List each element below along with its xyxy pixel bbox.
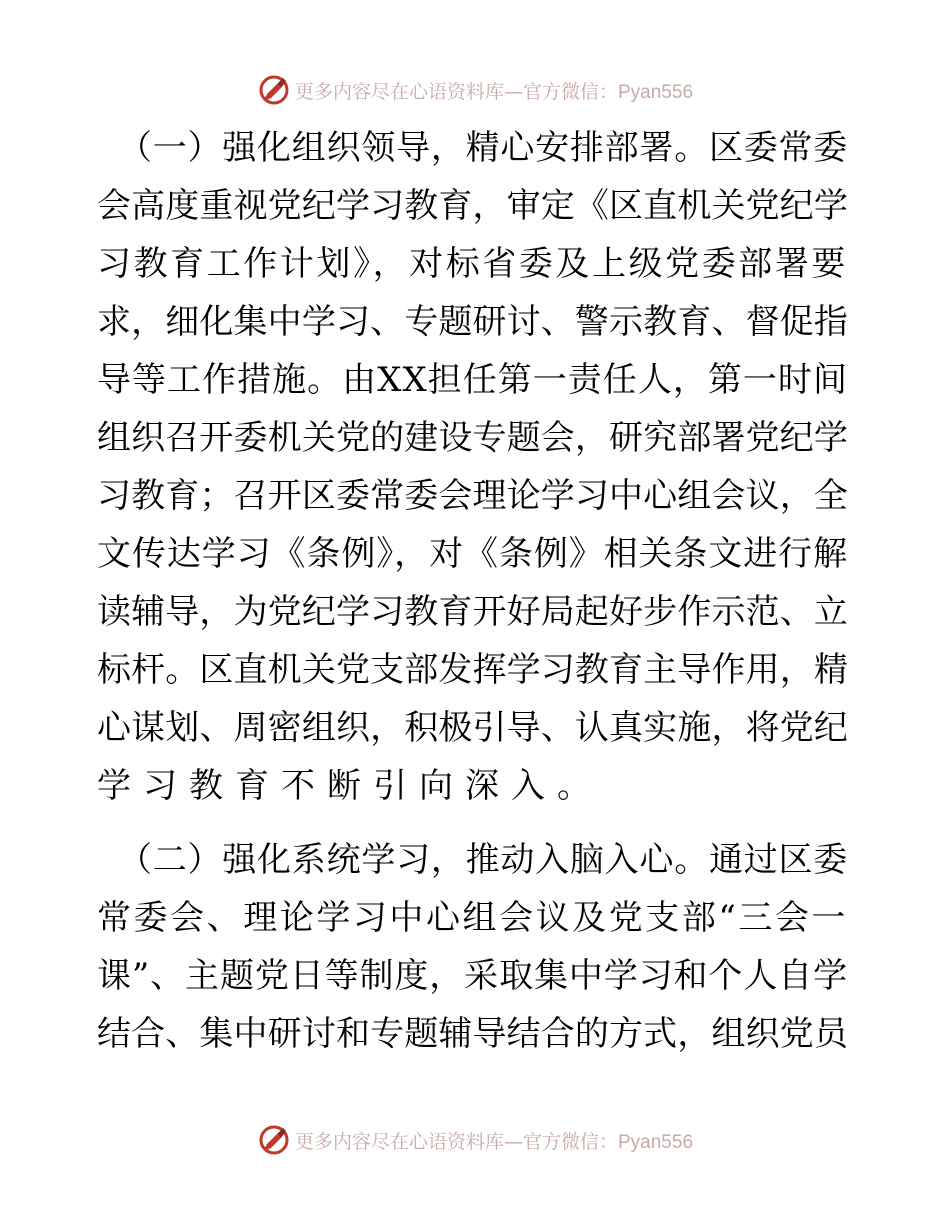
- pen-logo-icon: [257, 1123, 291, 1157]
- footer-banner-text: [295, 1127, 693, 1154]
- paragraph1-line-4: 求，细化集中学习、专题研讨、警示教育、督促指: [97, 302, 848, 342]
- footer-banner: [0, 1120, 950, 1160]
- paragraph2-line-3: 课”、主题党日等制度，采取集中学习和个人自学: [97, 956, 848, 996]
- footer-handle: Pyan556: [618, 1131, 694, 1153]
- header-banner: [0, 70, 950, 110]
- paragraph1-line-12: 学习教育不断引向深入。: [97, 766, 603, 806]
- paragraph1-line-3: 习教育工作计划》，对标省委及上级党委部署要: [97, 244, 848, 284]
- paragraph1-line-8: 文传达学习《条例》，对《条例》相关条文进行解: [97, 534, 848, 574]
- footer-site-text: 更多内容尽在心语资料库—官方微信：: [294, 1130, 618, 1153]
- pen-logo-icon: [257, 73, 291, 107]
- header-handle: Pyan556: [618, 81, 694, 103]
- paragraph1-line-10: 标杆。区直机关党支部发挥学习教育主导作用，精: [97, 650, 848, 690]
- paragraph1-line-9: 读辅导，为党纪学习教育开好局起好步作示范、立: [97, 592, 848, 632]
- header-site-text: 更多内容尽在心语资料库—官方微信：: [294, 80, 618, 103]
- paragraph1-line-1: （一）强化组织领导，精心安排部署。区委常委: [118, 128, 848, 168]
- paragraph1-line-7: 习教育；召开区委常委会理论学习中心组会议，全: [97, 476, 848, 516]
- paragraph2-line-4: 结合、集中研讨和专题辅导结合的方式，组织党员: [97, 1014, 848, 1054]
- paragraph2-line-1: （二）强化系统学习，推动入脑入心。通过区委: [118, 840, 848, 880]
- header-banner-text: [295, 77, 693, 104]
- paragraph1-line-6: 组织召开委机关党的建设专题会，研究部署党纪学: [97, 418, 848, 458]
- paragraph1-line-11: 心谋划、周密组织，积极引导、认真实施，将党纪: [97, 708, 848, 748]
- paragraph2-line-2: 常委会、理论学习中心组会议及党支部“三会一: [97, 898, 848, 938]
- paragraph1-line-2: 会高度重视党纪学习教育，审定《区直机关党纪学: [97, 186, 848, 226]
- paragraph1-line-5: 导等工作措施。由XX担任第一责任人，第一时间: [97, 360, 848, 400]
